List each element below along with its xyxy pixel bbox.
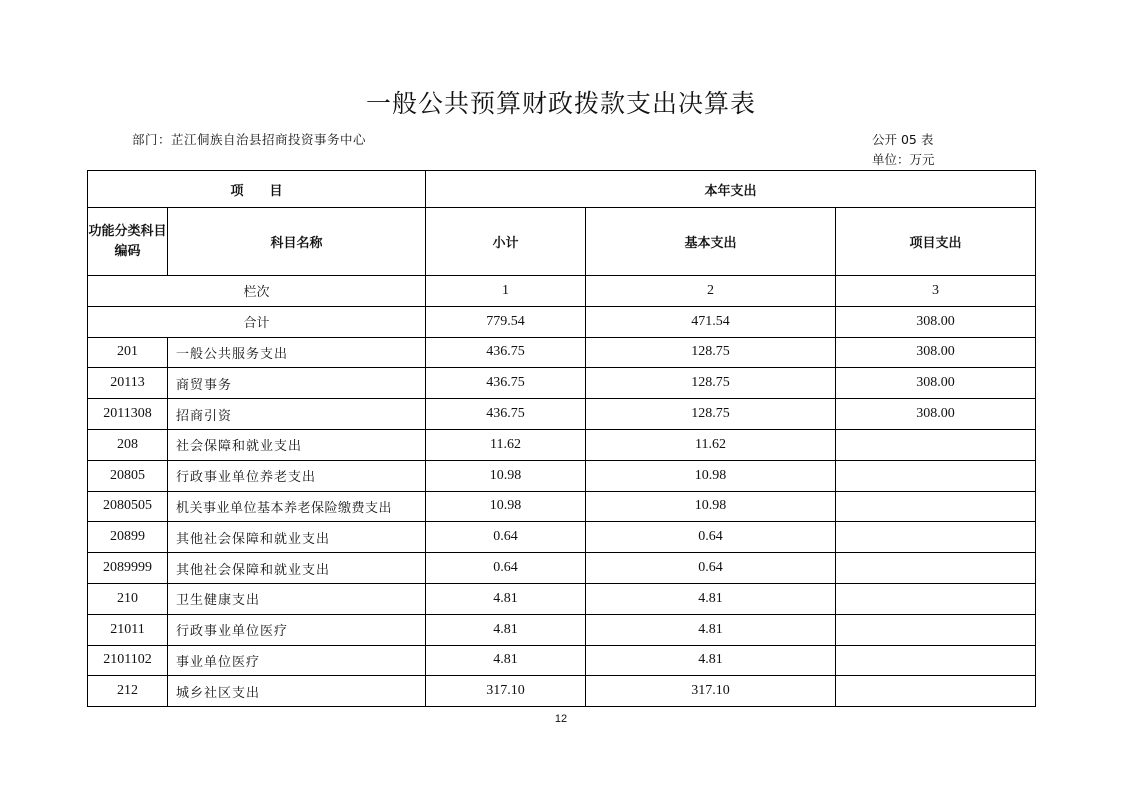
row-project xyxy=(836,583,1036,614)
table-row xyxy=(88,522,1036,553)
table-row xyxy=(88,614,1036,645)
row-name: 其他社会保障和就业支出 xyxy=(168,522,426,553)
row-basic: 128.75 xyxy=(586,337,836,368)
row-project xyxy=(836,522,1036,553)
row-name: 一般公共服务支出 xyxy=(168,337,426,368)
department-label: 部门：芷江侗族自治县招商投资事务中心 xyxy=(132,132,367,147)
page-number: 12 xyxy=(554,713,568,725)
table-row xyxy=(88,491,1036,522)
row-name: 招商引资 xyxy=(168,399,426,430)
row-basic: 317.10 xyxy=(586,676,836,707)
row-name: 城乡社区支出 xyxy=(168,676,426,707)
total-row xyxy=(88,306,1036,337)
row-name: 其他社会保障和就业支出 xyxy=(168,553,426,584)
header-item: 项 目 xyxy=(88,171,426,208)
row-project xyxy=(836,460,1036,491)
table-row xyxy=(88,429,1036,460)
table-row xyxy=(88,399,1036,430)
row-code: 201 xyxy=(88,337,168,368)
unit-label: 单位：万元 xyxy=(872,152,935,167)
row-subtotal: 317.10 xyxy=(426,676,586,707)
row-subtotal: 436.75 xyxy=(426,399,586,430)
expenditure-table xyxy=(87,170,1036,707)
col-index-3: 3 xyxy=(836,276,1036,307)
doc-code-label: 公开 05 表 xyxy=(872,132,934,147)
column-index-row xyxy=(88,276,1036,307)
table-row xyxy=(88,368,1036,399)
row-name: 社会保障和就业支出 xyxy=(168,429,426,460)
row-code: 20805 xyxy=(88,460,168,491)
header-subtotal: 小计 xyxy=(426,208,586,276)
row-basic: 11.62 xyxy=(586,429,836,460)
total-subtotal: 779.54 xyxy=(426,306,586,337)
row-subtotal: 4.81 xyxy=(426,614,586,645)
row-name: 卫生健康支出 xyxy=(168,583,426,614)
row-project xyxy=(836,676,1036,707)
row-subtotal: 10.98 xyxy=(426,460,586,491)
row-subtotal: 0.64 xyxy=(426,553,586,584)
row-project xyxy=(836,491,1036,522)
row-code: 2011308 xyxy=(88,399,168,430)
row-subtotal: 4.81 xyxy=(426,645,586,676)
row-subtotal: 11.62 xyxy=(426,429,586,460)
header-project: 项目支出 xyxy=(836,208,1036,276)
row-project xyxy=(836,553,1036,584)
row-code: 210 xyxy=(88,583,168,614)
row-name: 行政事业单位医疗 xyxy=(168,614,426,645)
row-project: 308.00 xyxy=(836,337,1036,368)
row-subtotal: 436.75 xyxy=(426,337,586,368)
row-name: 行政事业单位养老支出 xyxy=(168,460,426,491)
row-basic: 10.98 xyxy=(586,491,836,522)
header-subject-name: 科目名称 xyxy=(168,208,426,276)
row-name: 商贸事务 xyxy=(168,368,426,399)
row-basic: 0.64 xyxy=(586,522,836,553)
row-subtotal: 0.64 xyxy=(426,522,586,553)
row-name: 事业单位医疗 xyxy=(168,645,426,676)
total-project: 308.00 xyxy=(836,306,1036,337)
row-basic: 4.81 xyxy=(586,614,836,645)
row-basic: 128.75 xyxy=(586,399,836,430)
page-title: 一般公共预算财政拨款支出决算表 xyxy=(365,89,756,118)
row-subtotal: 436.75 xyxy=(426,368,586,399)
header-func-code: 功能分类科目编码 xyxy=(88,208,168,276)
row-basic: 10.98 xyxy=(586,460,836,491)
row-project: 308.00 xyxy=(836,368,1036,399)
header-basic: 基本支出 xyxy=(586,208,836,276)
col-index-label: 栏次 xyxy=(88,276,426,307)
header-row-top xyxy=(88,171,1036,208)
row-basic: 4.81 xyxy=(586,583,836,614)
row-name: 机关事业单位基本养老保险缴费支出 xyxy=(168,491,426,522)
row-project xyxy=(836,429,1036,460)
row-basic: 4.81 xyxy=(586,645,836,676)
row-subtotal: 4.81 xyxy=(426,583,586,614)
table-row xyxy=(88,337,1036,368)
row-code: 20899 xyxy=(88,522,168,553)
header-current-year: 本年支出 xyxy=(426,171,1036,208)
table-row xyxy=(88,553,1036,584)
row-code: 20113 xyxy=(88,368,168,399)
row-code: 2089999 xyxy=(88,553,168,584)
row-code: 212 xyxy=(88,676,168,707)
header-row-columns xyxy=(88,208,1036,276)
table-body xyxy=(88,171,1036,707)
col-index-2: 2 xyxy=(586,276,836,307)
table-row xyxy=(88,583,1036,614)
row-basic: 128.75 xyxy=(586,368,836,399)
table-row xyxy=(88,460,1036,491)
table-row xyxy=(88,645,1036,676)
table-row xyxy=(88,676,1036,707)
row-basic: 0.64 xyxy=(586,553,836,584)
row-code: 2101102 xyxy=(88,645,168,676)
row-code: 2080505 xyxy=(88,491,168,522)
total-basic: 471.54 xyxy=(586,306,836,337)
row-project: 308.00 xyxy=(836,399,1036,430)
row-project xyxy=(836,645,1036,676)
row-code: 208 xyxy=(88,429,168,460)
row-subtotal: 10.98 xyxy=(426,491,586,522)
col-index-1: 1 xyxy=(426,276,586,307)
row-code: 21011 xyxy=(88,614,168,645)
row-project xyxy=(836,614,1036,645)
total-label: 合计 xyxy=(88,306,426,337)
